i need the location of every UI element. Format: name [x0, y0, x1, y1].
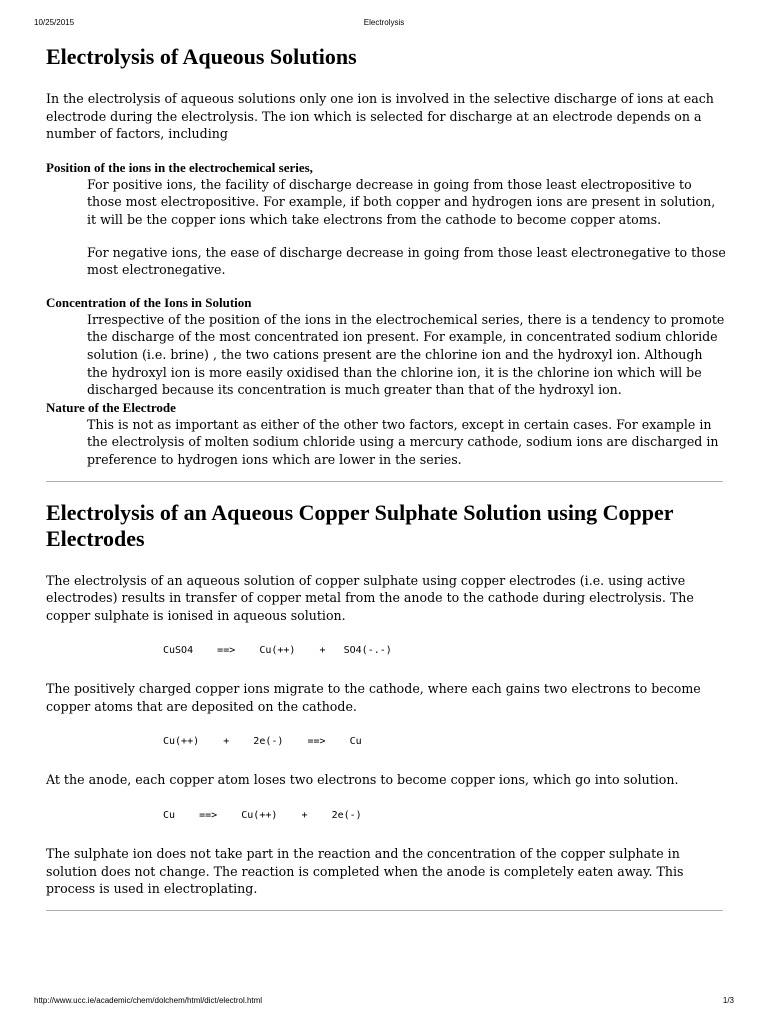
- page-content: [46, 40, 726, 929]
- copper-sulphate-paragraph-4: The sulphate ion does not take part in the reaction and the concentration of the copper sulphate in solution does not change. The reaction is completed when the anode is completely eaten away. This process is used in electroplating.: [46, 846, 684, 897]
- equation-cathode: Cu(++) + 2e(-) ==> Cu: [163, 736, 362, 748]
- definition-paragraph: This is not as important as either of the other two factors, except in certain cases. For example in the electrolysis of molten sodium chloride using a mercury cathode, sodium ions are discharged in preference to hydrogen ions which are lower in the series.: [87, 416, 719, 467]
- term-electrochemical-series: Position of the ions in the electrochemical series,: [46, 159, 313, 175]
- section-title-aqueous-solutions: Electrolysis of Aqueous Solutions: [46, 44, 357, 69]
- definition-paragraph: For positive ions, the facility of discharge decrease in going from those least electropositive to those most electropositive. For example, if both copper and hydrogen ions are present in solution, it will be the copper ions which take electrons from the cathode to become copper atoms.: [87, 176, 716, 227]
- definition-electrode-nature: [46, 416, 726, 469]
- intro-paragraph: In the electrolysis of aqueous solutions only one ion is involved in the selective discharge of ions at each electrode during the electrolysis. The ion which is selected for discharge at an electrode depends on a number of factors, including: [46, 91, 714, 142]
- source-url-link[interactable]: http://www.ucc.ie/academic/chem/dolchem/html/dict/electrol.html: [34, 996, 263, 1005]
- print-date: 10/25/2015: [34, 18, 75, 27]
- definition-list: [46, 159, 726, 469]
- copper-sulphate-paragraph-1: The electrolysis of an aqueous solution of copper sulphate using copper electrodes (i.e. using active electrodes) results in transfer of copper metal from the anode to the cathode during electrolysis. The copper sulphate is ionised in aqueous solution.: [46, 572, 694, 623]
- equation-ionisation: CuSO4 ==> Cu(++) + SO4(-.-): [163, 645, 392, 657]
- print-footer: [0, 996, 768, 1008]
- term-concentration: Concentration of the Ions in Solution: [46, 294, 252, 310]
- section-divider: [46, 481, 723, 482]
- print-title: Electrolysis: [363, 18, 405, 27]
- definition-electrochemical-series: [46, 176, 726, 279]
- section-divider: [46, 910, 723, 911]
- print-header: [0, 18, 768, 30]
- page-number: 1/3: [722, 996, 734, 1005]
- equation-anode: Cu ==> Cu(++) + 2e(-): [163, 810, 362, 822]
- copper-sulphate-paragraph-3: At the anode, each copper atom loses two electrons to become copper ions, which go into solution.: [46, 772, 679, 788]
- definition-paragraph: Irrespective of the position of the ions in the electrochemical series, there is a tendency to promote the discharge of the most concentrated ion present. For example, in concentrated sodium chloride solution (i.e. brine) , the two cations present are the chlorine ion and the hydroxyl ion. Although the hydroxyl ion is more easily oxidised than the chlorine ion, it is the chlorine ion which will be discharged because its concentration is much greater than that of the hydroxyl ion.: [87, 311, 725, 398]
- copper-sulphate-paragraph-2: The positively charged copper ions migrate to the cathode, where each gains two electrons to become copper atoms that are deposited on the cathode.: [46, 681, 701, 714]
- definition-concentration: [46, 311, 726, 399]
- term-electrode-nature: Nature of the Electrode: [46, 399, 176, 415]
- section-title-copper-sulphate: Electrolysis of an Aqueous Copper Sulphate Solution using Copper Electrodes: [46, 499, 674, 551]
- definition-paragraph: For negative ions, the ease of discharge decrease in going from those least electronegative to those most electronegative.: [87, 244, 726, 278]
